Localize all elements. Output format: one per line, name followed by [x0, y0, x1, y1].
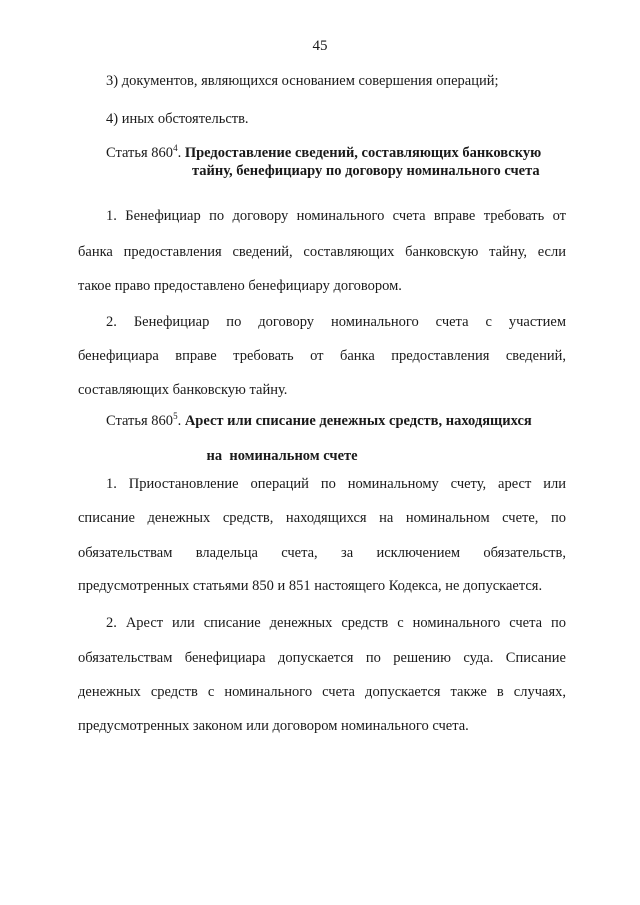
paragraph-line: предусмотренных законом или договором номинального счета.: [78, 718, 469, 734]
article-number-dot: .: [177, 145, 182, 161]
article-number-superscript: 4: [173, 143, 178, 154]
article-heading-line1: [106, 413, 566, 430]
paragraph-line: составляющих банковскую тайну.: [78, 382, 288, 398]
article-number: Статья 860: [106, 145, 174, 161]
paragraph-line: денежных средств с номинального счета допускается также в случаях,: [78, 684, 566, 700]
paragraph-line: 2. Бенефициар по договору номинального счета с участием: [106, 314, 566, 330]
article-heading-line1: [106, 145, 566, 162]
paragraph-line: обязательствам владельца счета, за исключением обязательств,: [78, 545, 566, 561]
paragraph-line: бенефициара вправе требовать от банка предоставления сведений,: [78, 348, 566, 364]
page-number: 45: [312, 38, 328, 54]
paragraph-line: обязательствам бенефициара допускается по решению суда. Списание: [78, 650, 566, 666]
paragraph-line: 1. Приостановление операций по номинальному счету, арест или: [106, 476, 566, 492]
article-heading-line2: [192, 163, 540, 180]
article-number-dot: .: [177, 413, 182, 429]
paragraph-line: списание денежных средств, находящихся на номинальном счете, по: [78, 510, 566, 526]
list-item: 3) документов, являющихся основанием совершения операций;: [106, 73, 499, 89]
article-title: на номинальном счете: [206, 448, 358, 464]
article-heading-line2: [192, 431, 358, 482]
article-title: Предоставление сведений, составляющих банковскую: [184, 145, 542, 161]
article-heading: [106, 411, 566, 464]
article-title: Арест или списание денежных средств, находящихся: [184, 413, 532, 429]
paragraph-line: такое право предоставлено бенефициару договором.: [78, 278, 402, 294]
article-heading: [106, 143, 566, 179]
article-title: тайну, бенефициару по договору номинального счета: [192, 163, 540, 179]
list-item: 4) иных обстоятельств.: [106, 111, 249, 127]
paragraph-line: банка предоставления сведений, составляющих банковскую тайну, если: [78, 244, 566, 260]
paragraph-line: 1. Бенефициар по договору номинального счета вправе требовать от: [106, 208, 566, 224]
article-number: Статья 860: [106, 413, 174, 429]
paragraph-line: 2. Арест или списание денежных средств с номинального счета по: [106, 615, 566, 631]
paragraph-line: предусмотренных статьями 850 и 851 настоящего Кодекса, не допускается.: [78, 578, 543, 594]
article-number-superscript: 5: [173, 411, 178, 422]
